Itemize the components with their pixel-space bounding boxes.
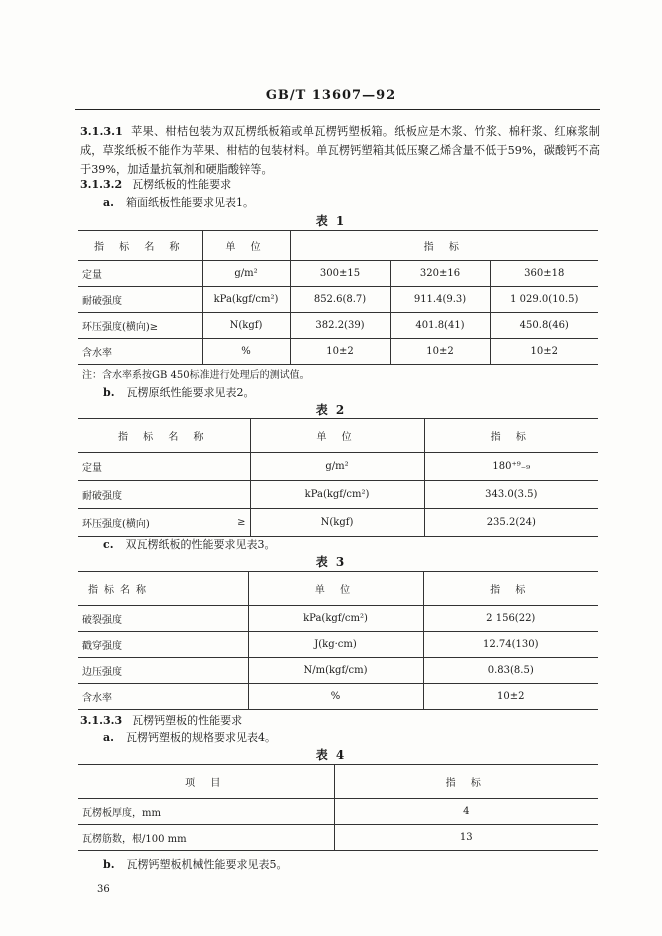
table-row — [78, 684, 598, 710]
table-row — [78, 509, 598, 537]
table1-note: 注：含水率系按GB 450标准进行处理后的测试值。 — [82, 370, 310, 381]
header-cell: 单 位 — [248, 572, 423, 606]
header-cell: 指 标 — [334, 765, 598, 799]
table-cell: 320±16 — [390, 261, 490, 287]
table-cell: 300±15 — [290, 261, 390, 287]
table-cell: N(kgf) — [250, 509, 424, 537]
table3-caption: 表 3 — [315, 555, 347, 569]
page-number: 36 — [97, 884, 110, 895]
table4-caption: 表 4 — [315, 748, 347, 762]
table-cell: 含水率 — [78, 339, 202, 365]
table-cell: 耐破强度 — [78, 287, 202, 313]
table-cell: kPa(kgf/cm²) — [250, 481, 424, 509]
item-text: 箱面纸板性能要求见表1。 — [125, 196, 254, 209]
table-cell: 10±2 — [390, 339, 490, 365]
table-cell — [208, 481, 250, 509]
header-cell: 项 目 — [78, 765, 334, 799]
table-cell: % — [202, 339, 290, 365]
table-row — [78, 261, 598, 287]
table-cell: 10±2 — [290, 339, 390, 365]
table-cell: 环压强度(横向)≥ — [78, 313, 202, 339]
table-row — [78, 287, 598, 313]
table-cell: 边压强度 — [78, 658, 248, 684]
header-cell: 指 标 — [424, 419, 598, 453]
section-number: 3.1.3.3 — [80, 714, 123, 727]
item-b-table5 — [103, 856, 288, 872]
table-cell: 911.4(9.3) — [390, 287, 490, 313]
paragraph-3-1-3-1 — [80, 122, 600, 179]
item-label: b. — [103, 858, 115, 871]
table-2 — [78, 418, 598, 537]
table1-caption: 表 1 — [315, 214, 347, 228]
item-text: 瓦楞钙塑板机械性能要求见表5。 — [126, 858, 288, 871]
table-cell: 450.8(46) — [490, 313, 598, 339]
table2-caption: 表 2 — [315, 403, 347, 417]
header-cell: 指标名称 — [78, 572, 248, 606]
item-a-table4 — [103, 729, 276, 745]
header-rule — [75, 109, 600, 110]
table-cell: 含水率 — [78, 684, 248, 710]
item-text: 双瓦楞纸板的性能要求见表3。 — [125, 538, 276, 551]
table-cell: 戳穿强度 — [78, 632, 248, 658]
item-b-table2 — [103, 384, 255, 400]
table-cell: g/m² — [202, 261, 290, 287]
table-cell: 382.2(39) — [290, 313, 390, 339]
table-row — [78, 313, 598, 339]
item-label: a. — [103, 196, 114, 209]
heading-3-1-3-3 — [80, 712, 242, 728]
table-cell: N/m(kgf/cm) — [248, 658, 423, 684]
table-cell: 1 029.0(10.5) — [490, 287, 598, 313]
table-cell: kPa(kgf/cm²) — [248, 606, 423, 632]
header-cell: 指 标 — [290, 231, 598, 261]
table-cell: 13 — [334, 825, 598, 851]
table-row — [78, 453, 598, 481]
header-cell: 单 位 — [202, 231, 290, 261]
section-number: 3.1.3.1 — [80, 124, 123, 138]
table-cell: 401.8(41) — [390, 313, 490, 339]
table-cell: N(kgf) — [202, 313, 290, 339]
table-cell: 定量 — [78, 261, 202, 287]
table-cell: 4 — [334, 799, 598, 825]
table-cell: J(kg·cm) — [248, 632, 423, 658]
table-row — [78, 606, 598, 632]
table-cell: 360±18 — [490, 261, 598, 287]
table-cell: 10±2 — [490, 339, 598, 365]
table-cell: 耐破强度 — [78, 481, 208, 509]
table-row — [78, 481, 598, 509]
table-cell: 2 156(22) — [423, 606, 598, 632]
table-cell: g/m² — [250, 453, 424, 481]
item-c-table3 — [103, 536, 276, 552]
table-row — [78, 658, 598, 684]
table-cell: 破裂强度 — [78, 606, 248, 632]
item-text: 瓦楞钙塑板的规格要求见表4。 — [125, 731, 276, 744]
table-cell: 环压强度(横向) — [78, 509, 208, 537]
table-3 — [78, 571, 598, 710]
table-cell: ≥ — [208, 509, 250, 537]
item-text: 瓦楞原纸性能要求见表2。 — [126, 386, 255, 399]
table-1 — [78, 230, 598, 365]
header-cell: 指 标 名 称 — [78, 419, 250, 453]
table-row — [78, 339, 598, 365]
heading-3-1-3-2 — [80, 176, 231, 192]
table-cell: 235.2(24) — [424, 509, 598, 537]
header-cell: 指 标 名 称 — [78, 231, 202, 261]
table-cell: 瓦楞筋数，根/100 mm — [78, 825, 334, 851]
table-cell: 12.74(130) — [423, 632, 598, 658]
header-cell: 指 标 — [423, 572, 598, 606]
item-a-table1 — [103, 194, 254, 210]
header-cell: 单 位 — [250, 419, 424, 453]
item-label: a. — [103, 731, 114, 744]
section-title: 瓦楞纸板的性能要求 — [132, 178, 232, 191]
table-row — [78, 825, 598, 851]
table-cell: 定量 — [78, 453, 208, 481]
table-4 — [78, 764, 598, 851]
table-cell: 343.0(3.5) — [424, 481, 598, 509]
table-cell: 瓦楞板厚度，mm — [78, 799, 334, 825]
table-row — [78, 799, 598, 825]
table-cell: % — [248, 684, 423, 710]
paragraph-text: 苹果、柑桔包装为双瓦楞纸板箱或单瓦楞钙塑板箱。纸板应是木浆、竹浆、棉秆浆、红麻浆制成，草浆纸板不能作为苹果、柑桔的包装材料。单瓦楞钙塑箱其低压聚乙烯含量不低于59%，碳酸钙不高于39%，加适量抗氧剂和硬脂酸锌等。 — [80, 125, 600, 176]
table-cell: 180⁺⁹₋₉ — [424, 453, 598, 481]
section-title: 瓦楞钙塑板的性能要求 — [132, 714, 243, 727]
table-cell: kPa(kgf/cm²) — [202, 287, 290, 313]
table-cell: 852.6(8.7) — [290, 287, 390, 313]
section-number: 3.1.3.2 — [80, 178, 123, 191]
table-cell — [208, 453, 250, 481]
item-label: b. — [103, 386, 115, 399]
table-cell: 10±2 — [423, 684, 598, 710]
item-label: c. — [103, 538, 114, 551]
table-cell: 0.83(8.5) — [423, 658, 598, 684]
table-row — [78, 632, 598, 658]
page-header: GB/T 13607—92 — [265, 88, 397, 103]
